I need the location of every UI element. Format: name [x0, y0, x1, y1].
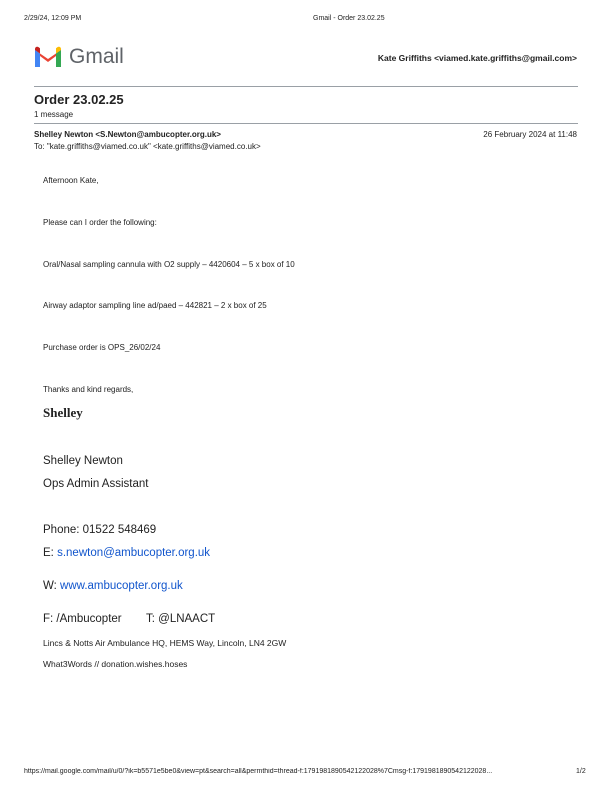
- signature-twitter: T: @LNAACT: [146, 613, 216, 625]
- signature-name: Shelley Newton: [43, 455, 123, 467]
- gmail-wordmark: Gmail: [69, 45, 124, 68]
- web-label: W:: [43, 580, 57, 592]
- email-label: E:: [43, 547, 54, 559]
- print-timestamp: 2/29/24, 12:09 PM: [24, 15, 82, 22]
- message-recipient: To: "kate.griffiths@viamed.co.uk" <kate.griffiths@viamed.co.uk>: [34, 142, 261, 151]
- signature-phone: Phone: 01522 548469: [43, 524, 157, 536]
- body-greeting: Afternoon Kate,: [43, 176, 99, 185]
- gmail-m-icon: [33, 46, 63, 68]
- thread-subject: Order 23.02.25: [34, 92, 124, 107]
- print-title: Gmail - Order 23.02.25: [313, 15, 385, 22]
- message-date: 26 February 2024 at 11:48: [483, 130, 577, 139]
- signature-web-row: [43, 580, 183, 592]
- header-divider: [34, 86, 578, 87]
- body-closing: Thanks and kind regards,: [43, 385, 134, 394]
- signature-script-name: Shelley: [43, 405, 83, 420]
- message-count: 1 message: [34, 110, 74, 119]
- print-page-number: 1/2: [576, 768, 586, 775]
- body-request: Please can I order the following:: [43, 218, 157, 227]
- signature-what3words: What3Words // donation.wishes.hoses: [43, 659, 188, 669]
- body-item-2: Airway adaptor sampling line ad/paed – 442821 – 2 x box of 25: [43, 301, 267, 310]
- body-po: Purchase order is OPS_26/02/24: [43, 343, 161, 352]
- message-sender: Shelley Newton <S.Newton@ambucopter.org.uk>: [34, 130, 221, 139]
- email-link[interactable]: s.newton@ambucopter.org.uk: [57, 547, 211, 559]
- print-url: https://mail.google.com/mail/u/0/?ik=b5571e5be0&view=pt&search=all&permthid=thread-f:1791981890542122028%7Cmsg-f:1791981890542122028...: [24, 768, 493, 775]
- signature-facebook: F: /Ambucopter: [43, 613, 122, 625]
- web-link[interactable]: www.ambucopter.org.uk: [60, 580, 183, 592]
- gmail-logo[interactable]: [33, 44, 165, 70]
- account-user: Kate Griffiths <viamed.kate.griffiths@gmail.com>: [377, 53, 577, 63]
- signature-address: Lincs & Notts Air Ambulance HQ, HEMS Way, Lincoln, LN4 2GW: [43, 638, 287, 648]
- signature-email-row: [43, 547, 210, 559]
- body-item-1: Oral/Nasal sampling cannula with O2 supply – 4420604 – 5 x box of 10: [43, 260, 295, 269]
- signature-role: Ops Admin Assistant: [43, 478, 149, 490]
- thread-divider: [34, 123, 578, 124]
